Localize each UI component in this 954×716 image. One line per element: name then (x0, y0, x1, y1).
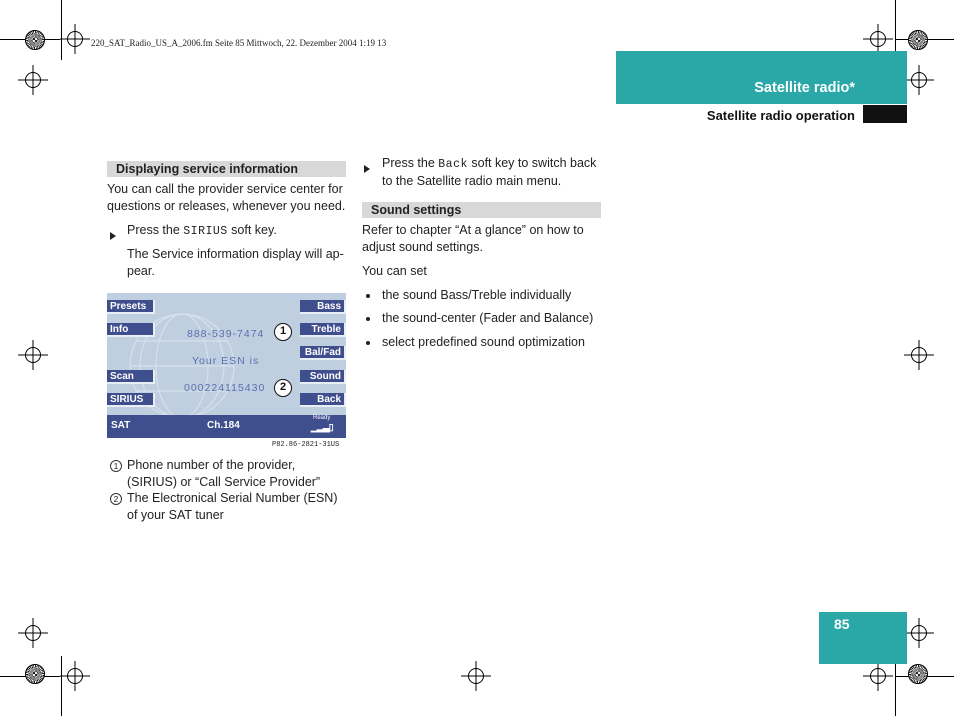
bullet-dot-icon (366, 294, 370, 298)
registration-mark-icon (67, 31, 83, 47)
registration-mark-icon (468, 668, 484, 684)
color-target-icon (25, 30, 45, 50)
registration-mark-icon (25, 72, 41, 88)
image-code: P82.86-2821-31US (272, 441, 340, 449)
chapter-marker (863, 105, 907, 123)
bullet-dot-icon (366, 341, 370, 345)
sirius-key: SIRIUS (183, 225, 228, 238)
legend-number-1: 1 (110, 460, 122, 472)
registration-mark-icon (25, 347, 41, 363)
section-heading-service: Displaying service information (107, 161, 346, 177)
status-band: SAT (111, 420, 131, 431)
bullet-dot-icon (366, 317, 370, 321)
step-arrow-icon (110, 227, 116, 245)
provider-phone: 888-539-7474 (187, 328, 265, 340)
intro-paragraph: You can call the provider service center for questions or releases, whenever you need. (107, 182, 346, 213)
registration-mark-icon (870, 31, 886, 47)
bullet-item: the sound Bass/Treble individually (382, 288, 572, 302)
step-arrow-icon (364, 160, 370, 178)
signal-strength-icon: ▁▂▃▯ (311, 422, 333, 432)
softkey-presets[interactable]: Presets (107, 300, 155, 314)
softkey-bal-fad[interactable]: Bal/Fad (300, 346, 346, 360)
chapter-title: Satellite radio* (754, 80, 855, 96)
legend-number-2: 2 (110, 493, 122, 505)
page-number: 85 (834, 616, 850, 632)
chapter-subtitle: Satellite radio operation (706, 108, 855, 123)
color-target-icon (25, 664, 45, 684)
registration-mark-icon (911, 625, 927, 641)
esn-label: Your ESN is (192, 355, 260, 367)
page-number-tab (819, 612, 907, 664)
print-header: 220_SAT_Radio_US_A_2006.fm Seite 85 Mittwoch, 22. Dezember 2004 1:19 13 (91, 38, 387, 48)
callout-2: 2 (274, 379, 292, 397)
bullet-item: select predefined sound optimization (382, 335, 585, 349)
softkey-scan[interactable]: Scan (107, 370, 155, 384)
color-target-icon (908, 30, 928, 50)
softkey-info[interactable]: Info (107, 323, 155, 337)
step-sirius: Press the SIRIUS soft key. (127, 223, 277, 238)
esn-number: 000224115430 (184, 382, 266, 394)
bullet-item: the sound-center (Fader and Balance) (382, 311, 594, 325)
color-target-icon (908, 664, 928, 684)
legend-item-2: The Electronical Serial Number (ESN) of your SAT tuner (127, 491, 338, 522)
registration-mark-icon (911, 347, 927, 363)
registration-mark-icon (911, 72, 927, 88)
registration-mark-icon (870, 668, 886, 684)
softkey-sound[interactable]: Sound (300, 370, 346, 384)
result-paragraph: The Service information display will ap- pear. (127, 247, 344, 278)
you-can-set: You can set (362, 264, 427, 278)
softkey-back[interactable]: Back (300, 393, 346, 407)
step-back: Press the Back soft key to switch back to the Satellite radio main menu. (382, 156, 597, 188)
section-heading-sound: Sound settings (362, 202, 601, 218)
registration-mark-icon (67, 668, 83, 684)
chapter-tab (616, 51, 907, 104)
service-info-display (107, 293, 346, 438)
back-key: Back (438, 158, 468, 171)
softkey-treble[interactable]: Treble (300, 323, 346, 337)
legend-item-1: Phone number of the provider, (SIRIUS) or “Call Service Provider” (127, 458, 321, 489)
softkey-bass[interactable]: Bass (300, 300, 346, 314)
callout-1: 1 (274, 323, 292, 341)
refer-paragraph: Refer to chapter “At a glance” on how to adjust sound settings. (362, 223, 584, 254)
softkey-sirius[interactable]: SIRIUS (107, 393, 155, 407)
status-ready: Ready (313, 415, 331, 421)
status-bar (107, 415, 346, 438)
registration-mark-icon (25, 625, 41, 641)
status-channel: Ch.184 (207, 420, 240, 431)
